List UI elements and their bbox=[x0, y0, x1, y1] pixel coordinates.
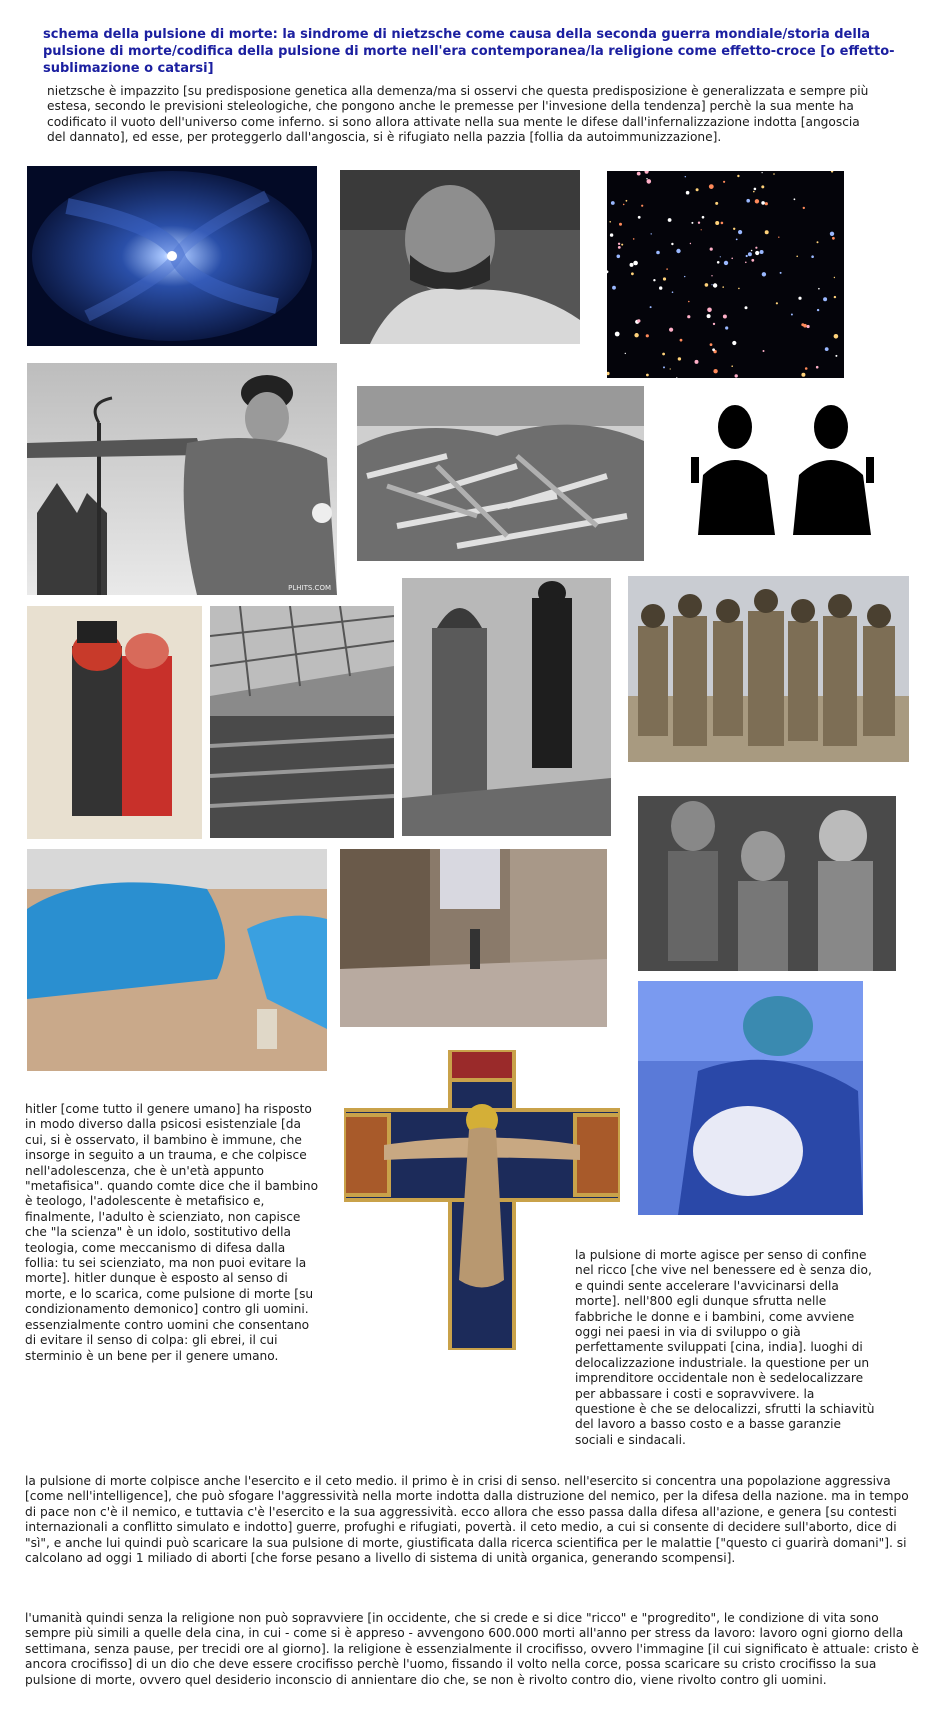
lab-scientist-photo bbox=[638, 981, 863, 1215]
religion-paragraph: l'umanità quindi senza la religione non può sopravviere [in occidente, che si crede e si dice "ricco" e "progredito", le condizione di vita sono sempre più simili a quelle dela cina, in cui - come si è appreso - avvengono 600.000 morti all'anno per stress da lavoro: lavoro ogni giorno della settimana, senza pause, per trecidi ore al giorno]. la religione è essenzialmente il crocifisso, ovvero l'immagine [il cui significato è attuale: cristo è ancora crocifisso] di un dio che deve essere crocifisso perchè l'uomo, fissando il volto nella corce, possa scaricare su cristo crocifisso la sua pulsione di morte, ovvero quel desiderio inconscio di annientare dio che, se non è rivolto contro dio, viene rivolto contro gli uomini. bbox=[25, 1611, 919, 1687]
page-title: schema della pulsione di morte: la sindrome di nietzsche come causa della seconda guerra mondiale/storia della pulsione di morte/codifica della pulsione di morte nell'era contemporanea/la religione come effetto-croce [o effetto-sublimazione o catarsi] bbox=[43, 27, 895, 76]
right-column-text: la pulsione di morte agisce per senso di confine nel ricco [che vive nel benessere ed è senza dio, e quindi sente accelerare l'avvicinarsi della morte]. nell'800 egli dunque sfrutta nelle fabbriche le donne e i bambini, come avviene oggi nei paesi in via di sviluppo o già perfettamente sviluppati [cina, india]. luoghi di delocalizzazione industriale. la questione per un imprenditore occidentale non è sedelocalizzare per abbassare i costi e sopravvivere. la questione è che se delocalizzi, sfrutti la schiavitù del lavoro a basso costo e a basse garanzie sociali e sindacali. bbox=[575, 1248, 875, 1447]
intro-paragraph: nietzsche è impazzito [su predisposione genetica alla demenza/ma si osservi che questa predisposizione è generalizzata e sempre più estesa, secondo le previsioni steleologiche, che pongono anche le premesse per l'invesione della tendenza] perchè la sua mente ha codificato il vuoto dell'universo come inferno. si sono allora attivate nella sua mente le difese dall'infernalizzazione indotta [angoscia del dannato], ed esse, per proteggerlo dall'angoscia, si è rifugiato nella pazzia [follia da autoimmunizzazione]. bbox=[47, 84, 869, 145]
camp-victims-photo bbox=[357, 386, 644, 561]
galaxy-photo bbox=[27, 166, 317, 346]
nietzsche-photo bbox=[340, 170, 580, 344]
photo-watermark: PLHITS.COM bbox=[288, 584, 331, 592]
destroyed-street-photo bbox=[340, 849, 607, 1027]
soldiers-photo bbox=[628, 576, 909, 762]
deep-field-photo bbox=[607, 171, 844, 378]
hitler-salute-photo bbox=[27, 363, 337, 595]
army-middle-class-paragraph: la pulsione di morte colpisce anche l'esercito e il ceto medio. il primo è in crisi di senso. nell'esercito si concentra una popolazione aggressiva [come nell'intelligence], che può sfogare l'aggressività nella morte indotta dalla distruzione del nemico, per la difesa della nazione. ma in tempo di pace non c'è il nemico, e tuttavia c'è l'esercito e la sua aggressività. ecco allora che esso passa dalla difesa all'azione, e genera [su contesti internazionali a conflitto simulato e indotto] guerre, profughi e rifugiati, povertà. il ceto medio, a cui si consente di decidere sull'aborto, dice di "sì", e anche lui quindi può scaricare la sua pulsione di morte, giustificata dalla ricerca scientifica per le malattie ["questo ci guarirà domani"]. si calcolano ad oggi 1 miliado di aborti [che forse pesano a livello di sistema di unità organica, generando scompensi]. bbox=[25, 1474, 909, 1566]
starving-children-photo bbox=[638, 796, 896, 971]
gunmen-silhouettes bbox=[683, 405, 888, 535]
refugee-camp-photo bbox=[27, 849, 327, 1071]
ruins-soldier-photo bbox=[402, 578, 611, 836]
propaganda-cartoon bbox=[27, 606, 202, 839]
factory-workers-photo bbox=[210, 606, 394, 838]
left-column-text: hitler [come tutto il genere umano] ha risposto in modo diverso dalla psicosi esistenziale [da cui, si è osservato, il bambino è immune, che insorge in seguito a un trauma, e che colpisce nell'adolescenza, che è un'età appunto "metafisica". quando comte dice che il bambino è teologo, l'adolescente è metafisico e, finalmente, l'adulto è scienziato, non capisce che "la scienza" è un idolo, sostitutivo della teologia, come meccanismo di difesa dalla follia: tu sei scienziato, ma non puoi evitare la morte]. hitler dunque è esposto al senso di morte, e lo scarica, come pulsione di morte [su condizionamento demonico] contro gli uomini. essenzialmente contro uomini che consentano di evitare il senso di colpa: gli ebrei, il cui sterminio è un bene per il genere umano. bbox=[25, 1102, 319, 1363]
